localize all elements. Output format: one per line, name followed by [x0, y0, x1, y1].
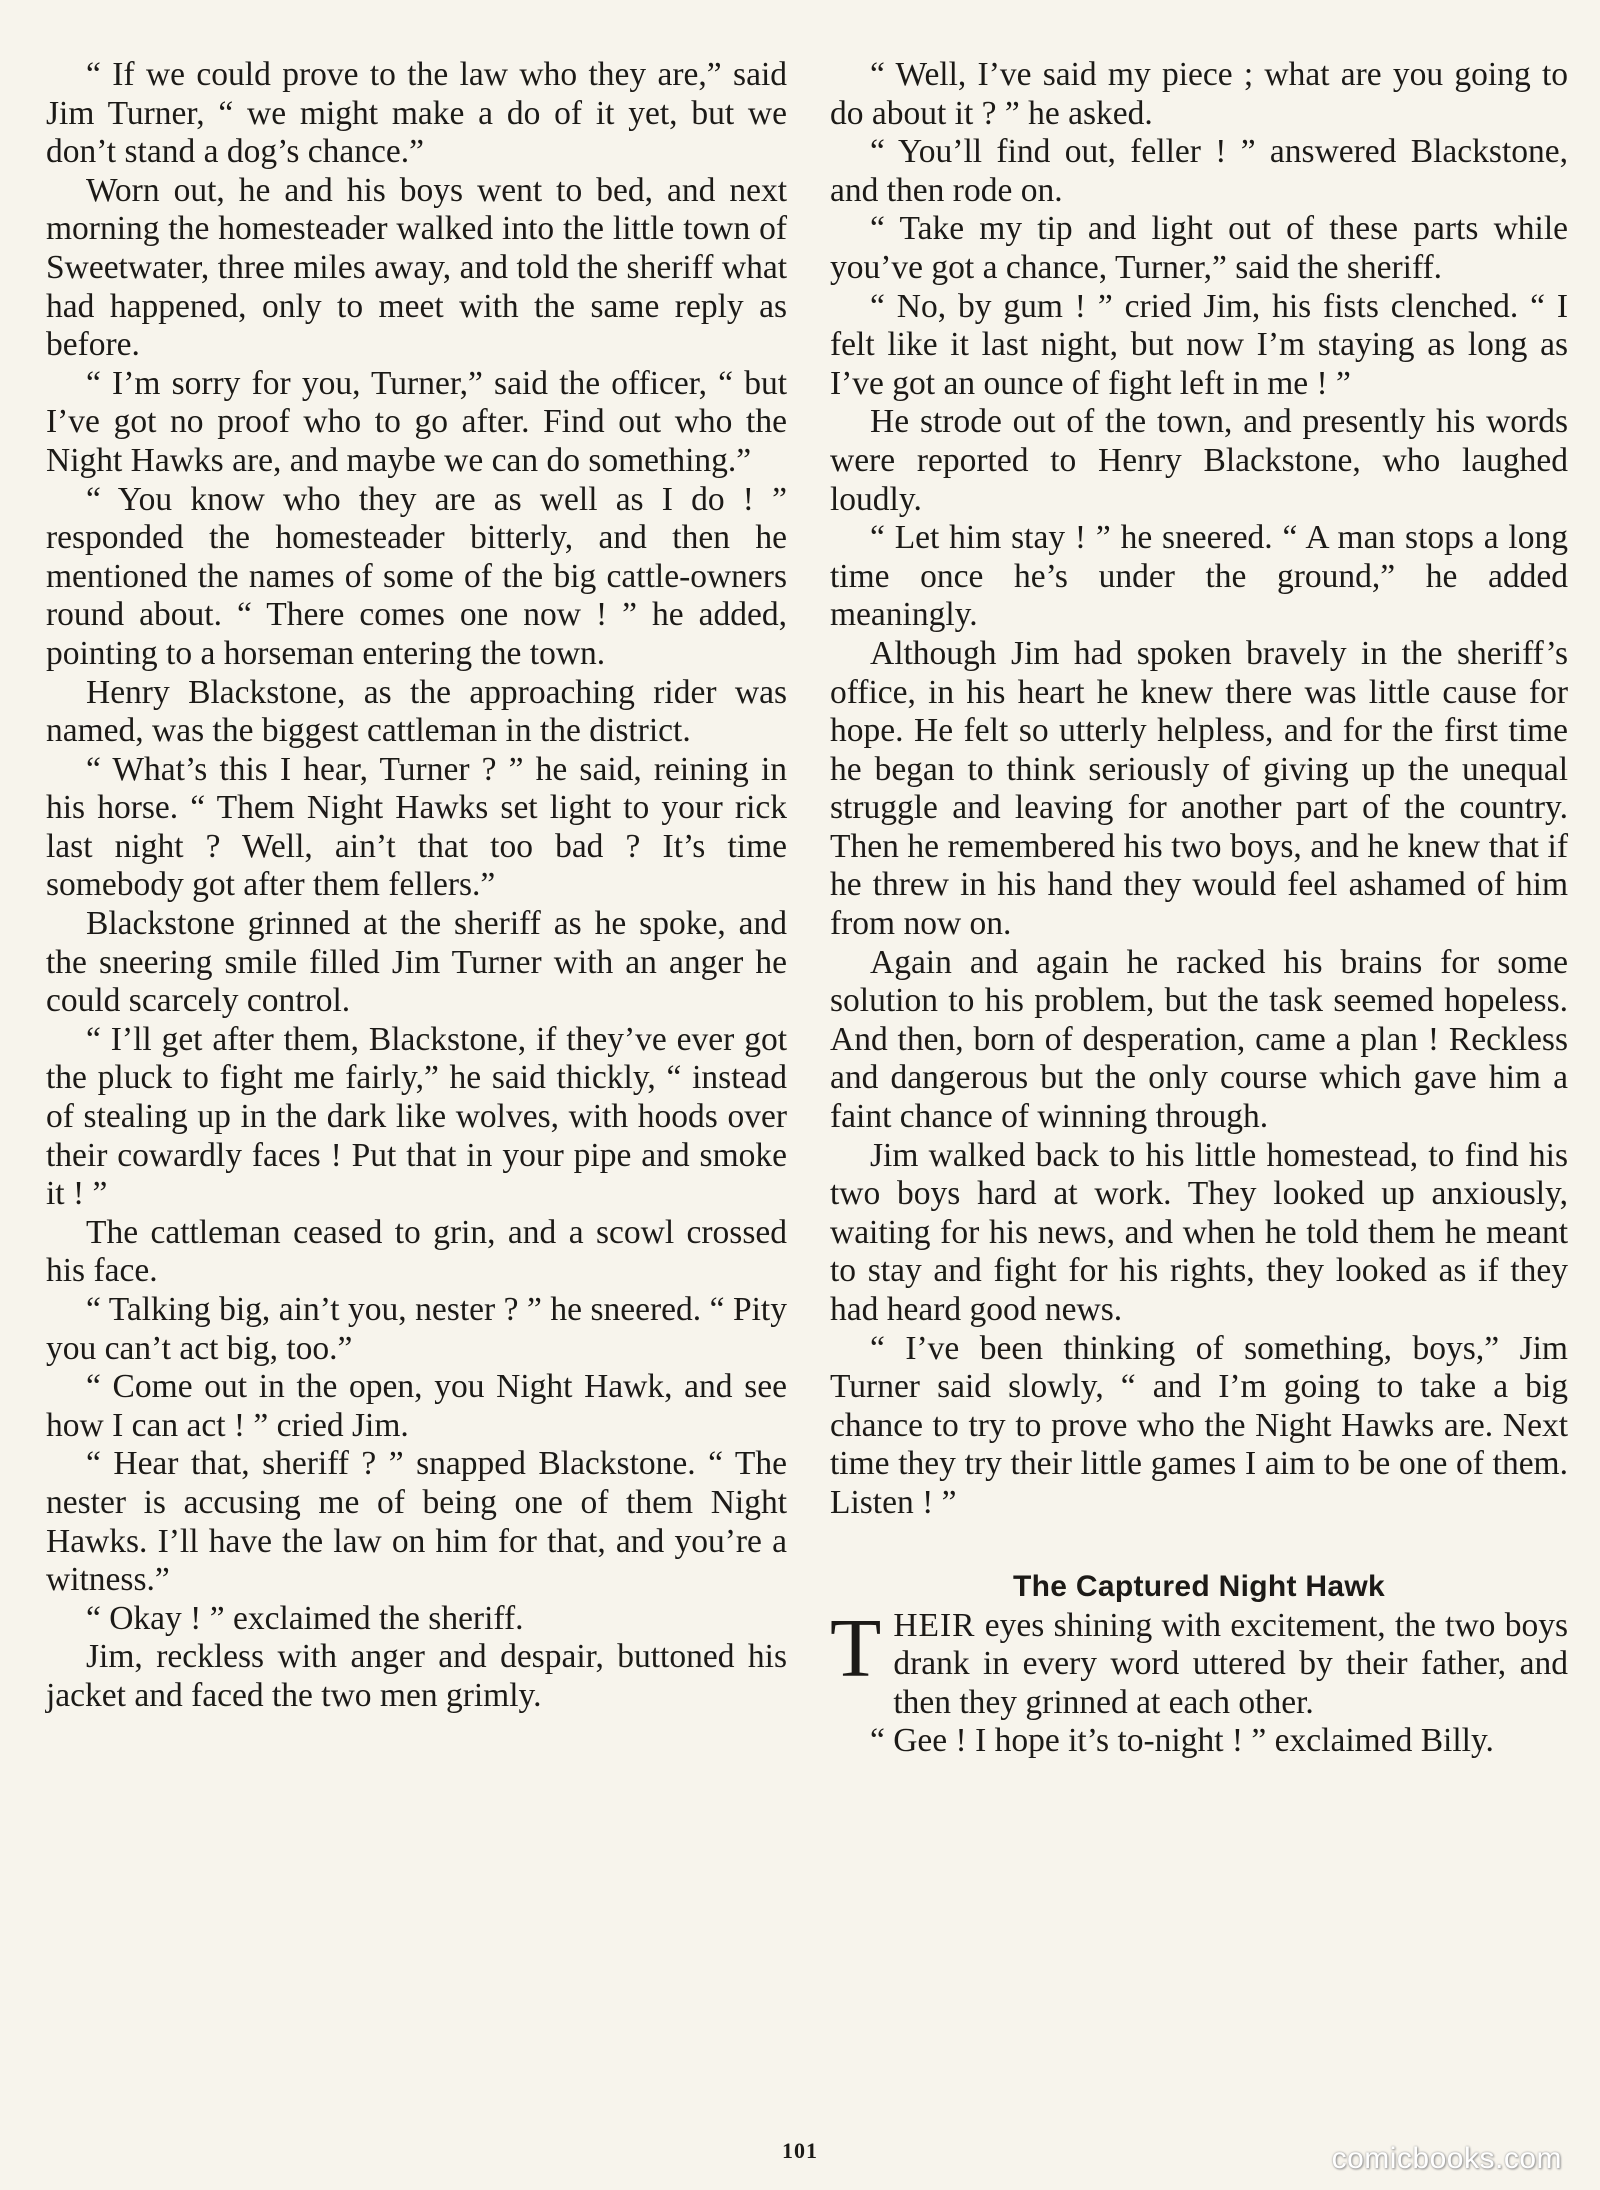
paragraph: He strode out of the town, and presently his words were reported to Henry Blackstone, who laughed loudly.: [830, 403, 1568, 518]
paragraph: Again and again he racked his brains for some solution to his problem, but the task seemed hopeless. And then, born of desperation, came a plan ! Reckless and dangerous but the only course which gave him a faint chance of winning through.: [830, 943, 1568, 1136]
paragraph: “ Talking big, ain’t you, nester ? ” he sneered. “ Pity you can’t act big, too.”: [46, 1291, 787, 1367]
paragraph: “ Come out in the open, you Night Hawk, and see how I can act ! ” cried Jim.: [46, 1368, 787, 1444]
paragraph: Jim, reckless with anger and despair, buttoned his jacket and faced the two men grimly.: [46, 1638, 787, 1714]
paragraph: “ Hear that, sheriff ? ” snapped Blackstone. “ The nester is accusing me of being one of them Night Hawks. I’ll have the law on him for that, and you’re a witness.”: [46, 1445, 787, 1599]
paragraph: “ Let him stay ! ” he sneered. “ A man stops a long time once he’s under the ground,” he added meaningly.: [830, 519, 1568, 634]
paragraph-text: eyes shining with excitement, the two boys drank in every word uttered by their father, and then they grinned at each other.: [893, 1606, 1568, 1721]
paragraph: “ I’ll get after them, Blackstone, if they’ve ever got the pluck to fight me fairly,” he said thickly, “ instead of stealing up in the dark like wolves, with hoods over their cowardly faces ! Put that in your pipe and smoke it ! ”: [46, 1020, 787, 1213]
paragraph: Although Jim had spoken bravely in the sheriff’s office, in his heart he knew there was little cause for hope. He felt so utterly helpless, and for the first time he began to think seriously of giving up the unequal struggle and leaving for another part of the country. Then he remembered his two boys, and he knew that if he threw in his hand they would feel ashamed of him from now on.: [830, 634, 1568, 943]
small-caps-lead: HEIR: [893, 1606, 976, 1644]
page-number: 101: [782, 2138, 818, 2163]
paragraph: “ Gee ! I hope it’s to-night ! ” exclaimed Billy.: [870, 1722, 1494, 1760]
section-heading: The Captured Night Hawk: [1013, 1569, 1385, 1603]
paragraph: Jim walked back to his little homestead, to find his two boys hard at work. They looked up anxiously, waiting for his news, and when he told them he meant to stay and fight for his rights, they looked as if they had heard good news.: [830, 1136, 1568, 1328]
paragraph: “ What’s this I hear, Turner ? ” he said, reining in his horse. “ Them Night Hawks set light to your rick last night ? Well, ain’t that too bad ? It’s time somebody got after them fellers.”: [46, 750, 787, 904]
paragraph: Worn out, he and his boys went to bed, and next morning the homesteader walked into the little town of Sweetwater, three miles away, and told the sheriff what had happened, only to meet with the same reply as before.: [46, 171, 787, 364]
paragraph: “ If we could prove to the law who they are,” said Jim Turner, “ we might make a do of it yet, but we don’t stand a dog’s chance.”: [46, 56, 787, 171]
left-column: [46, 56, 787, 1716]
paragraph: “ I’ve been thinking of something, boys,” Jim Turner said slowly, “ and I’m going to take a big chance to try to prove who the Night Hawks are. Next time they try their little games I aim to be one of them. Listen ! ”: [830, 1329, 1568, 1521]
watermark: comicbooks.com: [1331, 2142, 1562, 2175]
paragraph: “ You’ll find out, feller ! ” answered Blackstone, and then rode on.: [830, 133, 1568, 209]
paragraph: “ No, by gum ! ” cried Jim, his fists clenched. “ I felt like it last night, but now I’m staying as long as I’ve got an ounce of fight left in me ! ”: [830, 287, 1568, 402]
paragraph: “ You know who they are as well as I do ! ” responded the homesteader bitterly, and then he mentioned the names of some of the big cattle-owners round about. “ There comes one now ! ” he added, pointing to a horseman entering the town.: [46, 480, 787, 672]
drop-cap: T: [830, 1601, 882, 1695]
paragraph: “ I’m sorry for you, Turner,” said the officer, “ but I’ve got no proof who to go after. Find out who the Night Hawks are, and maybe we can do something.”: [46, 364, 787, 479]
right-column: [830, 56, 1568, 1761]
dropcap-paragraph: [830, 1601, 1568, 1723]
paragraph: The cattleman ceased to grin, and a scowl crossed his face.: [46, 1213, 787, 1290]
paragraph: “ Take my tip and light out of these parts while you’ve got a chance, Turner,” said the sheriff.: [830, 210, 1568, 286]
paragraph: Henry Blackstone, as the approaching rider was named, was the biggest cattleman in the district.: [46, 673, 787, 750]
paragraph: “ Okay ! ” exclaimed the sheriff.: [86, 1599, 524, 1637]
paragraph: Blackstone grinned at the sheriff as he spoke, and the sneering smile filled Jim Turner with an anger he could scarcely control.: [46, 905, 787, 1020]
paragraph: “ Well, I’ve said my piece ; what are you going to do about it ? ” he asked.: [830, 56, 1568, 132]
